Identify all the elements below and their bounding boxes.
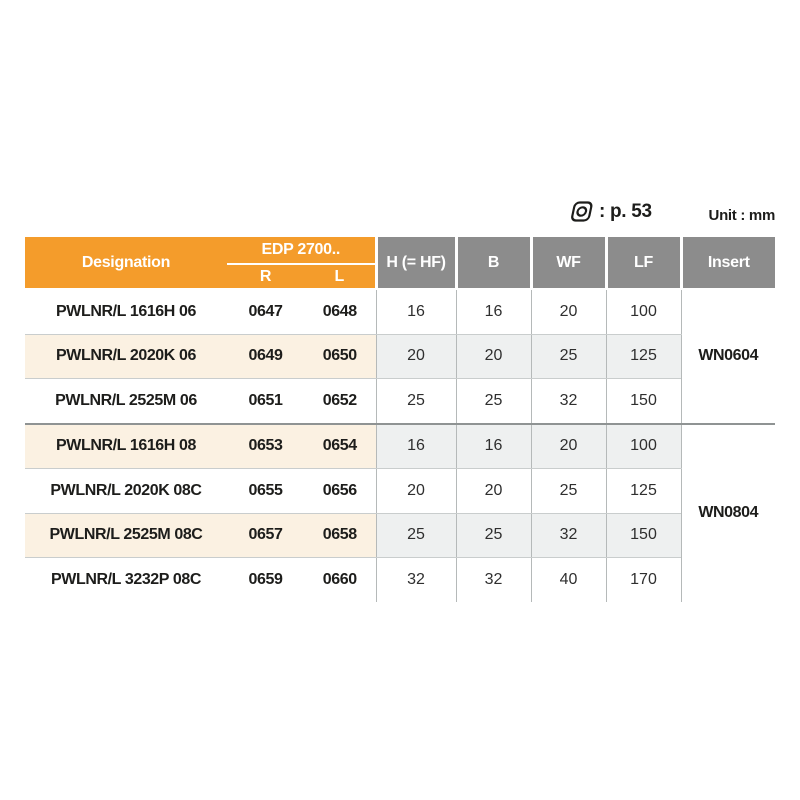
b-cell: 16 bbox=[456, 289, 531, 334]
table-row bbox=[25, 379, 775, 424]
lf-cell: 125 bbox=[606, 334, 681, 379]
insert-cell: WN0804 bbox=[681, 424, 775, 602]
wf-cell: 32 bbox=[531, 513, 606, 558]
h-cell: 16 bbox=[376, 289, 456, 334]
h-cell: 25 bbox=[376, 379, 456, 424]
lf-cell: 100 bbox=[606, 289, 681, 334]
lf-cell: 100 bbox=[606, 424, 681, 469]
col-header-designation: Designation bbox=[25, 237, 227, 289]
insert-page-reference-label: : p. 53 bbox=[599, 200, 652, 222]
h-cell: 20 bbox=[376, 334, 456, 379]
b-cell: 25 bbox=[456, 513, 531, 558]
edp-r-cell: 0649 bbox=[227, 334, 304, 379]
edp-r-cell: 0647 bbox=[227, 289, 304, 334]
wf-cell: 25 bbox=[531, 334, 606, 379]
designation-cell: PWLNR/L 2525M 06 bbox=[25, 379, 227, 424]
edp-l-cell: 0660 bbox=[322, 570, 357, 588]
col-header-lf: LF bbox=[606, 237, 681, 289]
designation-cell: PWLNR/L 2020K 08C bbox=[25, 469, 227, 514]
table-header bbox=[25, 237, 775, 289]
insert-shape-icon bbox=[569, 199, 596, 224]
wf-cell: 40 bbox=[531, 558, 606, 602]
table-row bbox=[25, 469, 775, 514]
edp-r-cell: 0657 bbox=[227, 513, 304, 558]
lf-cell: 125 bbox=[606, 469, 681, 514]
designation-cell: PWLNR/L 2020K 06 bbox=[25, 334, 227, 379]
designation-cell: PWLNR/L 2525M 08C bbox=[25, 513, 227, 558]
table-row bbox=[25, 558, 775, 602]
lf-cell: 150 bbox=[606, 379, 681, 424]
b-cell: 25 bbox=[456, 379, 531, 424]
edp-r-cell: 0655 bbox=[227, 469, 304, 514]
table-row bbox=[25, 334, 775, 379]
edp-l-cell: 0656 bbox=[304, 469, 376, 514]
b-cell: 16 bbox=[456, 424, 531, 469]
h-cell: 25 bbox=[376, 513, 456, 558]
designation-cell: PWLNR/L 1616H 06 bbox=[25, 289, 227, 334]
lf-cell: 170 bbox=[606, 558, 681, 602]
b-cell: 32 bbox=[456, 558, 531, 602]
edp-r-cell: 0653 bbox=[227, 424, 304, 469]
edp-r-cell: 0659 bbox=[248, 570, 283, 588]
lf-cell: 150 bbox=[606, 513, 681, 558]
h-cell: 32 bbox=[376, 558, 456, 602]
edp-l-cell: 0650 bbox=[304, 334, 376, 379]
wf-cell: 20 bbox=[531, 424, 606, 469]
designation-cell: PWLNR/L 1616H 08 bbox=[25, 424, 227, 469]
b-cell: 20 bbox=[456, 334, 531, 379]
wf-cell: 20 bbox=[531, 289, 606, 334]
wf-cell: 32 bbox=[531, 379, 606, 424]
col-header-edp-l: L bbox=[304, 264, 376, 289]
unit-label: Unit : mm bbox=[708, 207, 775, 224]
edp-l-cell: 0652 bbox=[304, 379, 376, 424]
wf-cell: 25 bbox=[531, 469, 606, 514]
table-row bbox=[25, 424, 775, 469]
edp-l-cell: 0654 bbox=[304, 424, 376, 469]
edp-l-cell: 0658 bbox=[304, 513, 376, 558]
h-cell: 20 bbox=[376, 469, 456, 514]
designation-cell: PWLNR/L 3232P 08C bbox=[50, 570, 201, 588]
col-header-insert: Insert bbox=[681, 237, 775, 289]
col-header-edp: EDP 2700.. bbox=[227, 237, 376, 264]
h-cell: 16 bbox=[376, 424, 456, 469]
product-table bbox=[25, 237, 775, 602]
table-row bbox=[25, 289, 775, 334]
col-header-h: H (= HF) bbox=[376, 237, 456, 289]
col-header-wf: WF bbox=[531, 237, 606, 289]
insert-page-reference bbox=[569, 199, 652, 224]
insert-cell: WN0604 bbox=[681, 289, 775, 424]
edp-r-cell: 0651 bbox=[227, 379, 304, 424]
b-cell: 20 bbox=[456, 469, 531, 514]
table-row bbox=[25, 513, 775, 558]
edp-l-cell: 0648 bbox=[304, 289, 376, 334]
col-header-edp-r: R bbox=[227, 264, 304, 289]
col-header-b: B bbox=[456, 237, 531, 289]
